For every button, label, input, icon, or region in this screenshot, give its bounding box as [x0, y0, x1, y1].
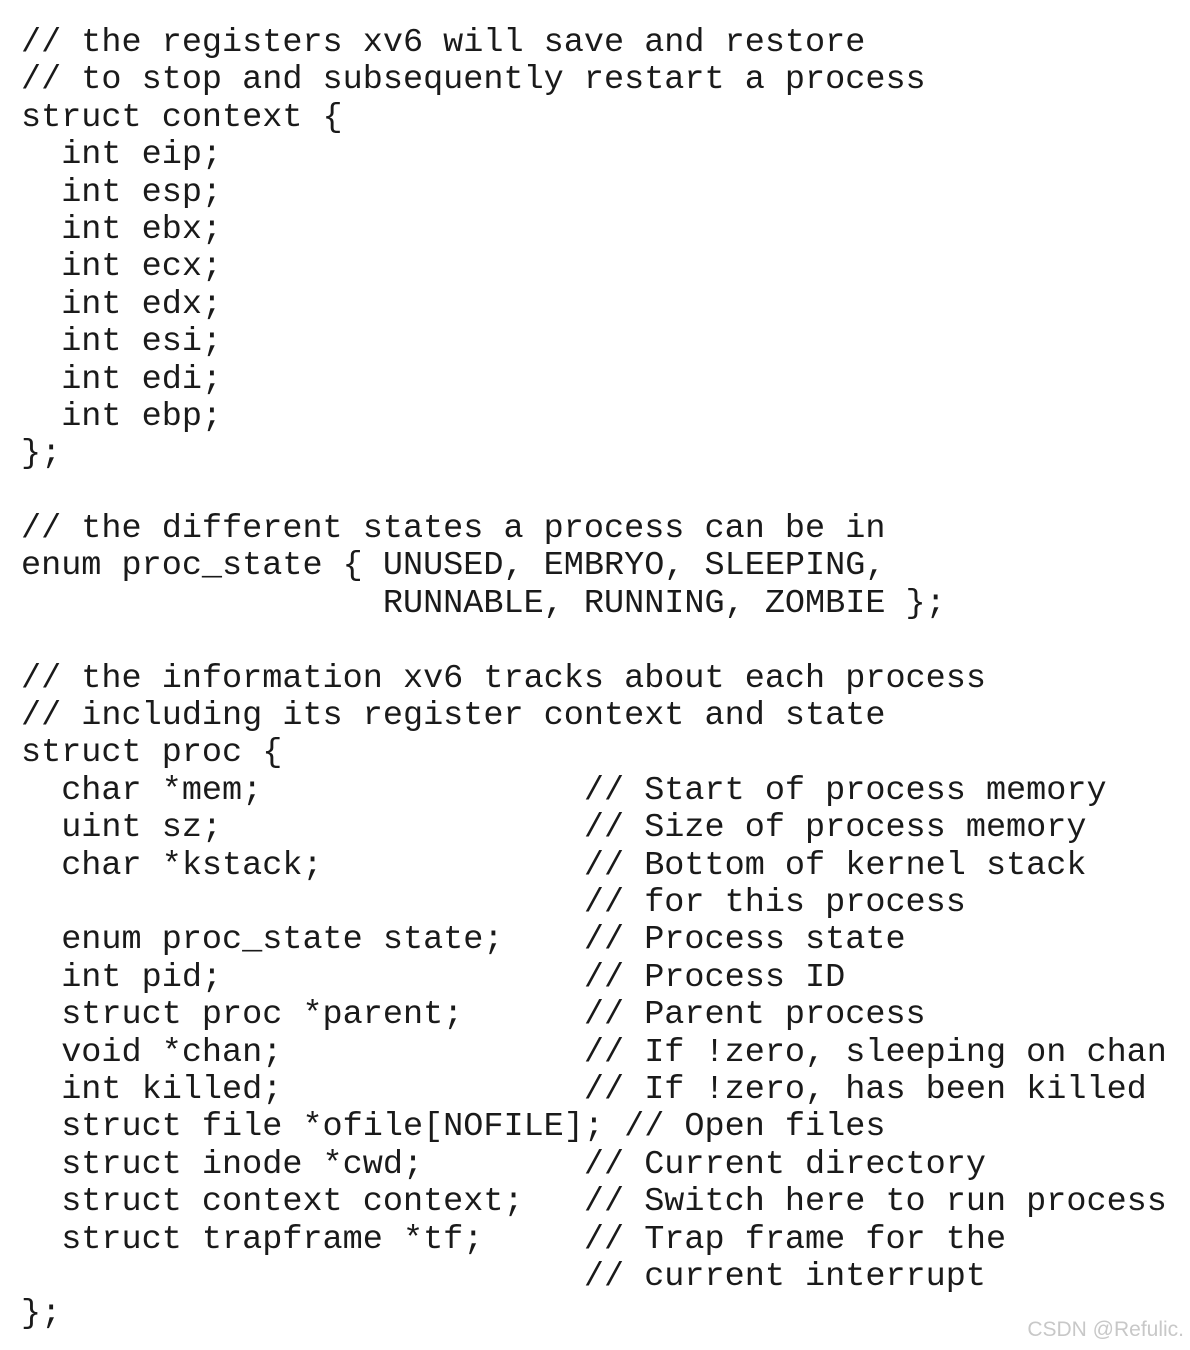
code-line: int eip; — [21, 136, 223, 175]
code-line: struct proc *parent; // Parent process — [21, 996, 926, 1035]
code-line: char *kstack; // Bottom of kernel stack — [21, 846, 1087, 885]
watermark: CSDN @Refulic. — [1027, 1318, 1184, 1341]
code-line: }; — [21, 1295, 62, 1334]
code-line: struct proc { — [21, 734, 283, 773]
code-line: struct context { — [21, 98, 343, 137]
code-line: int esi; — [21, 323, 223, 362]
code-line: int killed; // If !zero, has been killed — [21, 1070, 1147, 1109]
code-line: struct context context; // Switch here to run process — [21, 1183, 1167, 1222]
code-line: int ecx; — [21, 248, 223, 287]
code-line: // for this process — [21, 883, 966, 922]
code-line: RUNNABLE, RUNNING, ZOMBIE }; — [21, 584, 946, 623]
code-line: enum proc_state { UNUSED, EMBRYO, SLEEPING, — [21, 547, 886, 586]
code-line: struct trapframe *tf; // Trap frame for the — [21, 1220, 1007, 1259]
code-line — [21, 474, 1167, 511]
code-line — [21, 623, 1167, 660]
code-line: int pid; // Process ID — [21, 958, 846, 997]
code-line: uint sz; // Size of process memory — [21, 809, 1087, 848]
code-line: }; — [21, 435, 62, 474]
code-line: int esp; — [21, 173, 223, 212]
code-line: int ebp; — [21, 397, 223, 436]
code-line: // the registers xv6 will save and restore — [21, 24, 866, 62]
code-line: // including its register context and state — [21, 697, 886, 736]
code-line: void *chan; // If !zero, sleeping on chan — [21, 1033, 1167, 1072]
code-line: int edi; — [21, 360, 223, 399]
code-line: // the information xv6 tracks about each process — [21, 659, 986, 698]
code-line: int edx; — [21, 285, 223, 324]
code-line: // the different states a process can be in — [21, 510, 886, 549]
code-line: enum proc_state state; // Process state — [21, 921, 906, 960]
code-line: // current interrupt — [21, 1257, 986, 1296]
code-block — [21, 25, 1167, 1334]
code-line: struct inode *cwd; // Current directory — [21, 1145, 986, 1184]
code-line: int ebx; — [21, 210, 223, 249]
code-line: char *mem; // Start of process memory — [21, 771, 1107, 810]
code-line: struct file *ofile[NOFILE]; // Open files — [21, 1108, 886, 1147]
code-line: // to stop and subsequently restart a process — [21, 61, 926, 100]
